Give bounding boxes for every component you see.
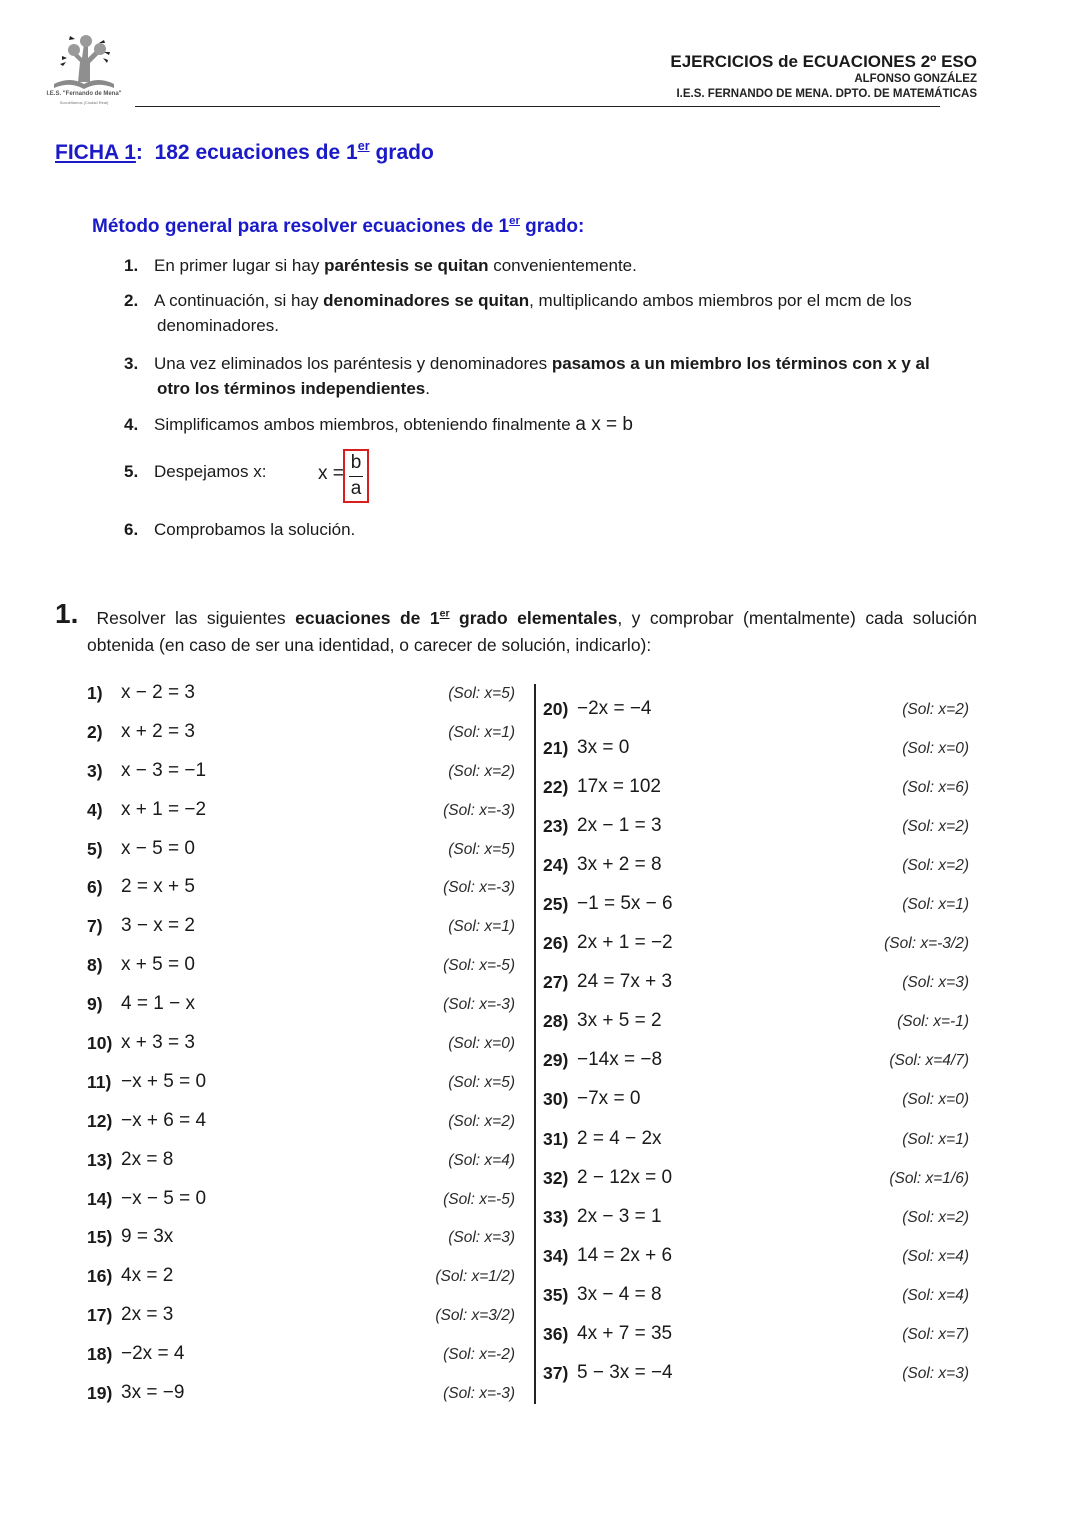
equation-solution: (Sol: x=3) (902, 974, 969, 992)
equation-solution: (Sol: x=1) (902, 1130, 969, 1148)
equation-solution: (Sol: x=2) (448, 762, 515, 780)
equation-expression: 2x + 1 = −2 (577, 932, 673, 954)
equation-solution: (Sol: x=-3/2) (884, 935, 969, 953)
step-number: 5. (124, 462, 139, 481)
step-continuation: denominadores. (157, 316, 279, 335)
step-text: Una vez eliminados los paréntesis y denominadores (154, 354, 552, 373)
equation-expression: 2 = 4 − 2x (577, 1127, 662, 1149)
equation-number: 10) (87, 1033, 113, 1054)
method-title-text: Método general para resolver ecuaciones de 1 (92, 216, 510, 237)
equation-number: 17) (87, 1305, 113, 1326)
equation-expression: x + 3 = 3 (121, 1032, 195, 1054)
equation-solution: (Sol: x=5) (448, 840, 515, 858)
step-number: 6. (124, 520, 139, 539)
equation-expression: −2x = 4 (121, 1343, 185, 1365)
equation-item (543, 1009, 969, 1048)
equation-expression: 2x − 1 = 3 (577, 815, 662, 837)
equation-item (543, 775, 969, 814)
equation-solution: (Sol: x=1/6) (889, 1169, 969, 1187)
equation-expression: 17x = 102 (577, 776, 661, 798)
equation-number: 5) (87, 838, 103, 859)
equation-solution: (Sol: x=3) (902, 1364, 969, 1382)
step-text-end: convenientemente. (488, 256, 637, 275)
equation-solution: (Sol: x=-3) (443, 1385, 515, 1403)
equation-item (543, 736, 969, 775)
equation-item (87, 798, 515, 837)
equation-solution: (Sol: x=1) (448, 723, 515, 741)
equations-column-right (543, 697, 969, 1400)
worksheet-colon: : (135, 141, 143, 164)
equation-item (87, 1148, 515, 1187)
equation-item (543, 1205, 969, 1244)
equation-expression: 3x + 5 = 2 (577, 1010, 662, 1032)
author-name: ALFONSO GONZÁLEZ (854, 73, 977, 85)
equation-expression: x + 2 = 3 (121, 720, 195, 742)
equation-expression: 2x = 3 (121, 1304, 174, 1326)
equation-solution: (Sol: x=-3) (443, 879, 515, 897)
equation-item (87, 1264, 515, 1303)
equation-expression: 3 − x = 2 (121, 915, 195, 937)
exercise-number: 1. (55, 598, 79, 629)
equation-solution: (Sol: x=1) (902, 896, 969, 914)
equation-solution: (Sol: x=4) (448, 1151, 515, 1169)
equation-item (543, 1087, 969, 1126)
equation-number: 32) (543, 1167, 569, 1188)
equation-solution: (Sol: x=4) (902, 1247, 969, 1265)
method-step-1 (124, 253, 637, 278)
ordinal-suffix: er (439, 607, 450, 620)
method-step-3 (124, 351, 990, 401)
equation-expression: x − 5 = 0 (121, 837, 195, 859)
equation-number: 2) (87, 721, 103, 742)
equation-expression: 14 = 2x + 6 (577, 1244, 673, 1266)
equation-item (543, 1244, 969, 1283)
solution-formula (318, 449, 378, 505)
equation-solution: (Sol: x=0) (902, 1091, 969, 1109)
method-title (92, 216, 584, 238)
equation-item (543, 1322, 969, 1361)
equation-item (87, 1342, 515, 1381)
step-emphasis-cont: otro los términos independientes (157, 379, 426, 398)
fraction-bar (349, 476, 363, 477)
equation-number: 19) (87, 1383, 113, 1404)
equation-expression: 3x = −9 (121, 1382, 185, 1404)
method-step-6 (124, 517, 355, 542)
school-town: Socuéllamos (Ciudad Real) (59, 100, 109, 105)
equation-item (543, 1048, 969, 1087)
equation-number: 3) (87, 760, 103, 781)
equation-solution: (Sol: x=2) (902, 1208, 969, 1226)
equation-item (543, 853, 969, 892)
equation-item (543, 1361, 969, 1400)
method-step-2 (124, 288, 990, 338)
step-text: Simplificamos ambos miembros, obteniendo finalmente (154, 415, 576, 434)
equation-number: 36) (543, 1323, 569, 1344)
equation-item (87, 914, 515, 953)
equation-solution: (Sol: x=7) (902, 1325, 969, 1343)
equation-solution: (Sol: x=2) (902, 857, 969, 875)
school-name: I.E.S. "Fernando de Mena" (46, 91, 122, 97)
step-number: 1. (124, 256, 139, 275)
step-text-end: , multiplicando ambos miembros por el mcm de los (529, 291, 912, 310)
equation-expression: 4 = 1 − x (121, 993, 195, 1015)
fraction-numerator: b (350, 452, 362, 473)
equation-number: 21) (543, 738, 569, 759)
equation-number: 34) (543, 1245, 569, 1266)
equation-solution: (Sol: x=-5) (443, 1190, 515, 1208)
equation-number: 35) (543, 1284, 569, 1305)
equation-expression: −x + 6 = 4 (121, 1109, 207, 1131)
equation-number: 28) (543, 1011, 569, 1032)
exercise-instructions (87, 605, 977, 659)
step-number: 2. (124, 291, 139, 310)
equation-expression: x − 2 = 3 (121, 682, 195, 703)
equation-number: 16) (87, 1266, 113, 1287)
equation-expression: −7x = 0 (577, 1088, 641, 1110)
equation-solution: (Sol: x=0) (448, 1035, 515, 1053)
equation-item (87, 837, 515, 876)
equation-number: 27) (543, 972, 569, 993)
equation-expression: −14x = −8 (577, 1049, 663, 1071)
step-continuation (124, 376, 990, 401)
equation-item (543, 1283, 969, 1322)
equation-number: 15) (87, 1227, 113, 1248)
equation-item (87, 875, 515, 914)
instruction-text: Resolver las siguientes (87, 608, 296, 628)
ordinal-suffix: er (509, 215, 520, 228)
equation-number: 22) (543, 777, 569, 798)
equation-solution: (Sol: x=2) (448, 1112, 515, 1130)
equation-item (87, 759, 515, 798)
step-text: En primer lugar si hay (154, 256, 325, 275)
equation-expression: x + 5 = 0 (121, 954, 195, 976)
worksheet-subtitle-end: grado (369, 141, 434, 164)
equation-number: 26) (543, 933, 569, 954)
equation-item (87, 720, 515, 759)
equation-solution: (Sol: x=-1) (897, 1013, 969, 1031)
equation-item (87, 1109, 515, 1148)
equation-solution: (Sol: x=-3) (443, 801, 515, 819)
equation-expression: 2 = x + 5 (121, 876, 195, 898)
equation-number: 23) (543, 816, 569, 837)
equation-number: 13) (87, 1149, 113, 1170)
equation-solution: (Sol: x=4/7) (889, 1052, 969, 1070)
step-number: 4. (124, 415, 139, 434)
equation-item (87, 1225, 515, 1264)
instruction-emphasis: ecuaciones de 1 (295, 608, 440, 628)
equation-item (87, 681, 515, 720)
equation-item (543, 931, 969, 970)
equation-item (87, 1381, 515, 1420)
equation-number: 37) (543, 1362, 569, 1383)
step-number: 3. (124, 354, 139, 373)
document-title: EJERCICIOS de ECUACIONES 2º ESO (670, 52, 977, 71)
worksheet-subtitle: 182 ecuaciones de 1 (142, 141, 358, 164)
school-logo (40, 30, 128, 110)
step-emphasis: pasamos a un miembro los términos con x y al (551, 354, 930, 373)
equation-expression: −2x = −4 (577, 698, 652, 719)
equation-solution: (Sol: x=6) (902, 779, 969, 797)
equation-solution: (Sol: x=5) (448, 685, 515, 702)
equation-expression: 4x + 7 = 35 (577, 1322, 673, 1344)
header-divider (135, 106, 940, 107)
tree-book-icon (40, 30, 128, 92)
equation-solution: (Sol: x=3/2) (435, 1307, 515, 1325)
ordinal-suffix: er (357, 139, 370, 154)
equation-expression: 24 = 7x + 3 (577, 971, 673, 993)
equation-item (543, 1127, 969, 1166)
equation-expression: 2 − 12x = 0 (577, 1166, 673, 1188)
column-divider (534, 684, 536, 1404)
equation-number: 30) (543, 1089, 569, 1110)
equation-solution: (Sol: x=-5) (443, 957, 515, 975)
equation-expression: x + 1 = −2 (121, 798, 207, 820)
equation-solution: (Sol: x=3) (448, 1229, 515, 1247)
equation-expression: 3x − 4 = 8 (577, 1283, 662, 1305)
equation-item (543, 814, 969, 853)
equation-number: 8) (87, 955, 103, 976)
formula-lhs: x = (318, 463, 344, 484)
equation-number: 31) (543, 1128, 569, 1149)
step-emphasis: denominadores se quitan (323, 291, 530, 310)
worksheet-label: FICHA 1 (55, 141, 136, 164)
equation-number: 25) (543, 894, 569, 915)
equation-number: 6) (87, 877, 103, 898)
equation-expression: 3x + 2 = 8 (577, 854, 662, 876)
equation-number: 29) (543, 1050, 569, 1071)
equation-item (87, 992, 515, 1031)
equation-expression: 9 = 3x (121, 1226, 174, 1248)
method-title-end: grado: (519, 216, 585, 237)
equation-number: 33) (543, 1206, 569, 1227)
equation-expression: 4x = 2 (121, 1265, 174, 1287)
equation-solution: (Sol: x=1/2) (435, 1268, 515, 1286)
equation-item (87, 1031, 515, 1070)
instruction-text-end: , y comprobar (mentalmente) cada solución obtenida (en caso de ser una identidad, o carecer de solución, indicarlo): (87, 608, 977, 655)
equation-expression: 5 − 3x = −4 (577, 1361, 673, 1383)
equation-item (87, 1070, 515, 1109)
equation-solution: (Sol: x=-3) (443, 996, 515, 1014)
equation-number: 1) (87, 683, 103, 703)
equation-solution: (Sol: x=1) (448, 918, 515, 936)
equation-solution: (Sol: x=0) (902, 740, 969, 758)
department-name: I.E.S. FERNANDO DE MENA. DPTO. DE MATEMÁTICAS (676, 88, 977, 100)
equation-expression: −x − 5 = 0 (121, 1187, 207, 1209)
worksheet-title (55, 141, 434, 165)
equation-expression: 3x = 0 (577, 737, 630, 759)
equation-solution: (Sol: x=5) (448, 1073, 515, 1091)
equation-number: 14) (87, 1188, 113, 1209)
equation-number: 20) (543, 699, 569, 719)
equation-item (543, 1166, 969, 1205)
equation-solution: (Sol: x=4) (902, 1286, 969, 1304)
formula-ax-equals-b: a x = b (575, 414, 633, 435)
equation-expression: x − 3 = −1 (121, 759, 207, 781)
highlight-box (343, 449, 369, 503)
equation-item (87, 1303, 515, 1342)
equation-number: 24) (543, 855, 569, 876)
equation-item (543, 970, 969, 1009)
equation-expression: 2x = 8 (121, 1148, 174, 1170)
step-text: Comprobamos la solución. (154, 520, 356, 539)
equation-item (543, 697, 969, 736)
equation-number: 7) (87, 916, 103, 937)
equation-expression: 2x − 3 = 1 (577, 1205, 662, 1227)
equation-number: 4) (87, 799, 103, 820)
equation-expression: −1 = 5x − 6 (577, 893, 673, 915)
equations-column-left (87, 681, 515, 1420)
equation-item (87, 1187, 515, 1226)
equation-number: 9) (87, 994, 103, 1015)
step-emphasis: paréntesis se quitan (324, 256, 489, 275)
equation-item (543, 892, 969, 931)
equation-solution: (Sol: x=2) (902, 701, 969, 718)
method-step-4 (124, 412, 633, 437)
equation-number: 11) (87, 1071, 112, 1092)
step-text-end: . (425, 379, 430, 398)
equation-solution: (Sol: x=2) (902, 818, 969, 836)
step-text: A continuación, si hay (154, 291, 324, 310)
step-text: Despejamos x: (154, 462, 267, 481)
equation-item (87, 953, 515, 992)
equation-expression: −x + 5 = 0 (121, 1070, 207, 1092)
equation-solution: (Sol: x=-2) (443, 1346, 515, 1364)
method-step-5 (124, 459, 266, 484)
instruction-emphasis-end: grado elementales (449, 608, 618, 628)
equation-number: 18) (87, 1344, 113, 1365)
fraction-denominator: a (350, 478, 362, 499)
equation-number: 12) (87, 1110, 113, 1131)
